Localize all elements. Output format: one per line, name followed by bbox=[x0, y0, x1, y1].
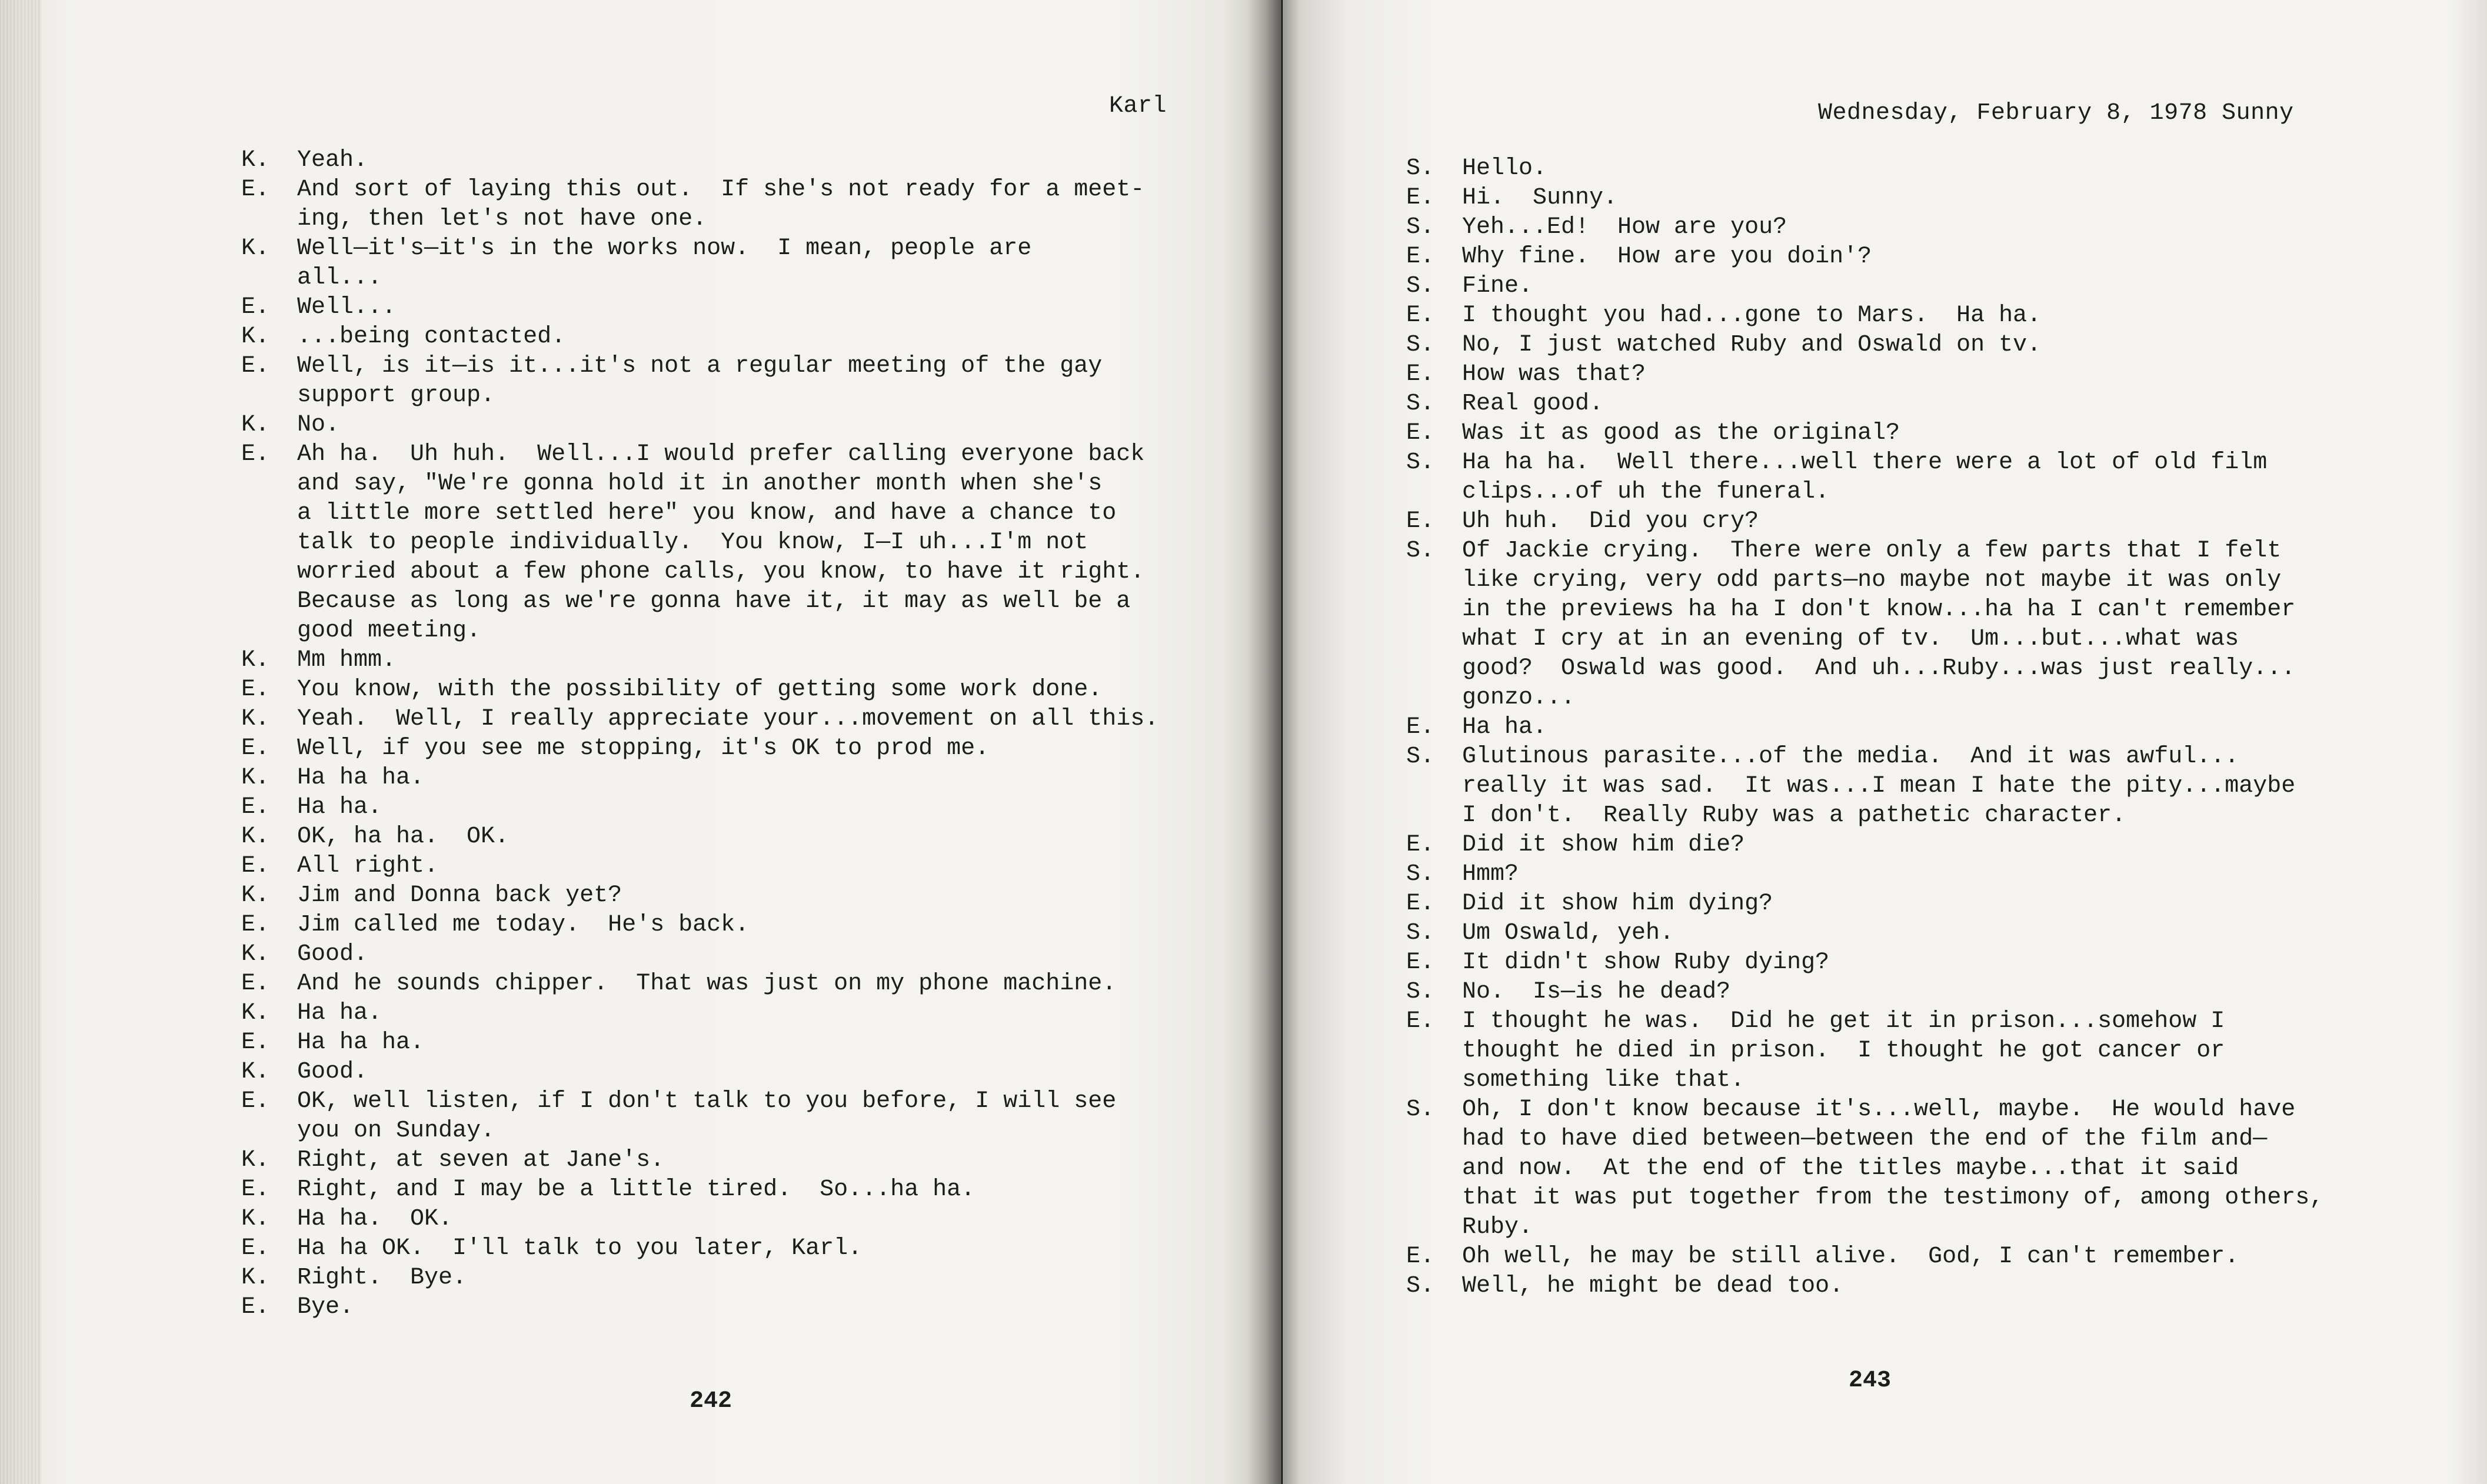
utterance-text: Yeah. Well, I really appreciate your...movement on all this. bbox=[297, 706, 1159, 732]
utterance-text: Glutinous parasite...of the media. And it was awful... really it was sad. It was...I mean I hate the pity...maybe I don't. Really Ruby was a pathetic character. bbox=[1462, 743, 2296, 829]
dialogue-line bbox=[241, 352, 1241, 411]
dialogue-line bbox=[1406, 448, 2477, 507]
utterance-text: Jim called me today. He's back. bbox=[297, 912, 750, 938]
dialogue-line bbox=[241, 705, 1241, 734]
dialogue-line bbox=[241, 1293, 1241, 1322]
page-number-left: 242 bbox=[690, 1388, 733, 1415]
speaker-label: E. bbox=[241, 853, 270, 879]
dialogue-line bbox=[1406, 242, 2477, 272]
dialogue-line bbox=[1406, 889, 2477, 919]
utterance-text: Hmm? bbox=[1462, 861, 1519, 888]
dialogue-line bbox=[1406, 831, 2477, 860]
speaker-label: E. bbox=[241, 441, 270, 468]
dialogue-line bbox=[1406, 1242, 2477, 1272]
utterance-text: No. bbox=[297, 412, 340, 438]
utterance-text: And sort of laying this out. If she's not ready for a meet- ing, then let's not have one. bbox=[297, 176, 1145, 232]
speaker-label: E. bbox=[241, 1176, 270, 1203]
dialogue-line bbox=[241, 646, 1241, 675]
speaker-label: S. bbox=[1406, 743, 1435, 770]
dialogue-line bbox=[241, 293, 1241, 322]
utterance-text: Ha ha. OK. bbox=[297, 1206, 453, 1232]
utterance-text: Bye. bbox=[297, 1294, 354, 1320]
speaker-label: E. bbox=[1406, 891, 1435, 917]
speaker-label: K. bbox=[241, 882, 270, 909]
dialogue-line bbox=[1406, 978, 2477, 1007]
dialogue-line bbox=[241, 234, 1241, 293]
utterance-text: Ha ha. bbox=[297, 1000, 382, 1026]
utterance-text: Why fine. How are you doin'? bbox=[1462, 244, 1872, 270]
dialogue-line bbox=[1406, 419, 2477, 448]
utterance-text: Hi. Sunny. bbox=[1462, 185, 1618, 211]
speaker-label: E. bbox=[241, 1235, 270, 1262]
speaker-label: E. bbox=[241, 971, 270, 997]
utterance-text: All right. bbox=[297, 853, 439, 879]
dialogue-line bbox=[241, 822, 1241, 852]
speaker-label: S. bbox=[1406, 214, 1435, 241]
utterance-text: Good. bbox=[297, 1059, 368, 1085]
dialogue-line bbox=[241, 911, 1241, 940]
utterance-text: Well... bbox=[297, 294, 397, 321]
dialogue-line bbox=[241, 940, 1241, 969]
speaker-label: S. bbox=[1406, 273, 1435, 299]
dialogue-line bbox=[1406, 272, 2477, 301]
dialogue-line bbox=[1406, 389, 2477, 419]
dialogue-line bbox=[241, 440, 1241, 646]
utterance-text: Well, is it—is it...it's not a regular meeting of the gay support group. bbox=[297, 353, 1103, 409]
speaker-label: E. bbox=[1406, 1008, 1435, 1035]
utterance-text: No. Is—is he dead? bbox=[1462, 979, 1731, 1005]
speaker-label: S. bbox=[1406, 979, 1435, 1005]
dialogue-line bbox=[1406, 301, 2477, 331]
speaker-label: S. bbox=[1406, 155, 1435, 182]
speaker-label: E. bbox=[241, 353, 270, 379]
utterance-text: Well, he might be dead too. bbox=[1462, 1273, 1844, 1299]
dialogue-line bbox=[241, 1175, 1241, 1205]
utterance-text: Oh well, he may be still alive. God, I can't remember. bbox=[1462, 1243, 2239, 1270]
speaker-label: K. bbox=[241, 1000, 270, 1026]
speaker-label: K. bbox=[241, 147, 270, 174]
dialogue-line bbox=[241, 411, 1241, 440]
dialogue-line bbox=[241, 852, 1241, 881]
utterance-text: Real good. bbox=[1462, 391, 1604, 417]
utterance-text: You know, with the possibility of getting some work done. bbox=[297, 676, 1103, 703]
utterance-text: I thought you had...gone to Mars. Ha ha. bbox=[1462, 302, 2042, 329]
page-number-right: 243 bbox=[1849, 1368, 1892, 1394]
utterance-text: Uh huh. Did you cry? bbox=[1462, 508, 1759, 535]
utterance-text: Did it show him dying? bbox=[1462, 891, 1773, 917]
utterance-text: Right, at seven at Jane's. bbox=[297, 1147, 665, 1173]
utterance-text: Ha ha. bbox=[297, 794, 382, 821]
utterance-text: Right, and I may be a little tired. So...ha ha. bbox=[297, 1176, 976, 1203]
speaker-label: K. bbox=[241, 706, 270, 732]
speaker-label: S. bbox=[1406, 920, 1435, 946]
dialogue-line bbox=[1406, 860, 2477, 889]
utterance-text: Um Oswald, yeh. bbox=[1462, 920, 1674, 946]
speaker-label: E. bbox=[241, 1294, 270, 1320]
utterance-text: Right. Bye. bbox=[297, 1265, 467, 1291]
speaker-label: K. bbox=[241, 1265, 270, 1291]
speaker-label: K. bbox=[241, 823, 270, 850]
dialogue-line bbox=[241, 881, 1241, 911]
speaker-label: E. bbox=[1406, 420, 1435, 446]
speaker-label: E. bbox=[241, 294, 270, 321]
utterance-text: How was that? bbox=[1462, 361, 1646, 388]
speaker-label: S. bbox=[1406, 861, 1435, 888]
dialogue-line bbox=[1406, 154, 2477, 184]
dialogue-line bbox=[1406, 919, 2477, 948]
speaker-label: E. bbox=[1406, 244, 1435, 270]
dialogue-line bbox=[241, 999, 1241, 1028]
speaker-label: E. bbox=[241, 676, 270, 703]
utterance-text: Was it as good as the original? bbox=[1462, 420, 1900, 446]
speaker-label: K. bbox=[241, 941, 270, 968]
speaker-label: K. bbox=[241, 1206, 270, 1232]
speaker-label: S. bbox=[1406, 449, 1435, 476]
utterance-text: Yeh...Ed! How are you? bbox=[1462, 214, 1787, 241]
utterance-text: Fine. bbox=[1462, 273, 1533, 299]
speaker-label: K. bbox=[241, 1059, 270, 1085]
utterance-text: Did it show him die? bbox=[1462, 832, 1745, 858]
utterance-text: Of Jackie crying. There were only a few parts that I felt like crying, very odd parts—no maybe not maybe it was only in the previews ha ha I don't know...ha ha I can't remember what I cry at in an evening of tv. Um...but...what was good? Oswald was good. And uh...Ruby...was just really... gonzo... bbox=[1462, 538, 2296, 711]
utterance-text: Oh, I don't know because it's...well, maybe. He would have had to have died between—between the end of the film and— and now. At the end of the titles maybe...that it said that it was put together from the testimony of, among others, Ruby. bbox=[1462, 1096, 2324, 1240]
dialogue-line bbox=[241, 793, 1241, 822]
dialogue-line bbox=[1406, 507, 2477, 536]
speaker-label: K. bbox=[241, 765, 270, 791]
utterance-text: Ha ha ha. bbox=[297, 765, 425, 791]
speaker-label: S. bbox=[1406, 538, 1435, 564]
speaker-label: K. bbox=[241, 1147, 270, 1173]
speaker-label: S. bbox=[1406, 1273, 1435, 1299]
dialogue-line bbox=[241, 1146, 1241, 1175]
speaker-label: E. bbox=[1406, 361, 1435, 388]
utterance-text: Ah ha. Uh huh. Well...I would prefer calling everyone back and say, "We're gonna hold it in another month when she's a little more settled here" you know, and have a chance to talk to people individually. You know, I—I uh...I'm not worried about a few phone calls, you know, to have it right. Because as long as we're gonna have it, it may as well be a good meeting. bbox=[297, 441, 1145, 644]
utterance-text: Ha ha ha. bbox=[297, 1029, 425, 1056]
utterance-text: OK, ha ha. OK. bbox=[297, 823, 510, 850]
utterance-text: Well, if you see me stopping, it's OK to prod me. bbox=[297, 735, 990, 762]
right-page bbox=[1283, 0, 2487, 1484]
speaker-label: E. bbox=[1406, 508, 1435, 535]
dialogue-line bbox=[1406, 1272, 2477, 1301]
speaker-label: E. bbox=[1406, 1243, 1435, 1270]
utterance-text: No, I just watched Ruby and Oswald on tv. bbox=[1462, 332, 2042, 358]
dialogue-line bbox=[1406, 1007, 2477, 1095]
dialogue-line bbox=[241, 969, 1241, 999]
utterance-text: OK, well listen, if I don't talk to you before, I will see you on Sunday. bbox=[297, 1088, 1117, 1144]
dialogue-line bbox=[241, 322, 1241, 352]
dialogue-line bbox=[241, 1234, 1241, 1263]
speaker-label: K. bbox=[241, 324, 270, 350]
running-head-right: Wednesday, February 8, 1978 Sunny bbox=[1818, 100, 2294, 126]
dialogue-line bbox=[1406, 1095, 2477, 1242]
utterance-text: It didn't show Ruby dying? bbox=[1462, 949, 1830, 976]
dialogue-line bbox=[1406, 184, 2477, 213]
speaker-label: K. bbox=[241, 235, 270, 262]
dialogue-line bbox=[241, 1028, 1241, 1058]
dialogue-line bbox=[241, 763, 1241, 793]
speaker-label: K. bbox=[241, 647, 270, 673]
speaker-label: E. bbox=[1406, 302, 1435, 329]
speaker-label: E. bbox=[1406, 185, 1435, 211]
transcript-right bbox=[1406, 154, 2477, 1301]
dialogue-line bbox=[241, 175, 1241, 234]
dialogue-line bbox=[1406, 536, 2477, 713]
speaker-label: E. bbox=[241, 912, 270, 938]
speaker-label: E. bbox=[241, 1088, 270, 1115]
speaker-label: E. bbox=[241, 735, 270, 762]
speaker-label: S. bbox=[1406, 332, 1435, 358]
speaker-label: E. bbox=[1406, 832, 1435, 858]
speaker-label: S. bbox=[1406, 391, 1435, 417]
dialogue-line bbox=[1406, 360, 2477, 389]
utterance-text: Good. bbox=[297, 941, 368, 968]
dialogue-line bbox=[1406, 213, 2477, 242]
dialogue-line bbox=[1406, 713, 2477, 742]
transcript-left bbox=[241, 146, 1241, 1322]
dialogue-line bbox=[241, 1087, 1241, 1146]
speaker-label: E. bbox=[241, 176, 270, 203]
speaker-label: S. bbox=[1406, 1096, 1435, 1123]
utterance-text: Ha ha. bbox=[1462, 714, 1547, 741]
dialogue-line bbox=[241, 146, 1241, 175]
utterance-text: Ha ha ha. Well there...well there were a lot of old film clips...of uh the funeral. bbox=[1462, 449, 2268, 505]
utterance-text: Well—it's—it's in the works now. I mean, people are all... bbox=[297, 235, 1032, 291]
utterance-text: Mm hmm. bbox=[297, 647, 397, 673]
dialogue-line bbox=[241, 675, 1241, 705]
speaker-label: E. bbox=[241, 1029, 270, 1056]
utterance-text: ...being contacted. bbox=[297, 324, 566, 350]
dialogue-line bbox=[1406, 331, 2477, 360]
utterance-text: Jim and Donna back yet? bbox=[297, 882, 622, 909]
utterance-text: Yeah. bbox=[297, 147, 368, 174]
speaker-label: K. bbox=[241, 412, 270, 438]
dialogue-line bbox=[1406, 948, 2477, 978]
dialogue-line bbox=[241, 1058, 1241, 1087]
speaker-label: E. bbox=[1406, 949, 1435, 976]
utterance-text: Hello. bbox=[1462, 155, 1547, 182]
dialogue-line bbox=[241, 1205, 1241, 1234]
page-edges bbox=[0, 0, 41, 1484]
dialogue-line bbox=[1406, 742, 2477, 831]
running-head-left: Karl bbox=[1109, 93, 1167, 119]
dialogue-line bbox=[241, 734, 1241, 763]
utterance-text: Ha ha OK. I'll talk to you later, Karl. bbox=[297, 1235, 863, 1262]
dialogue-line bbox=[241, 1263, 1241, 1293]
utterance-text: And he sounds chipper. That was just on my phone machine. bbox=[297, 971, 1117, 997]
speaker-label: E. bbox=[241, 794, 270, 821]
speaker-label: E. bbox=[1406, 714, 1435, 741]
utterance-text: I thought he was. Did he get it in prison...somehow I thought he died in prison. I thought he got cancer or something like that. bbox=[1462, 1008, 2225, 1093]
